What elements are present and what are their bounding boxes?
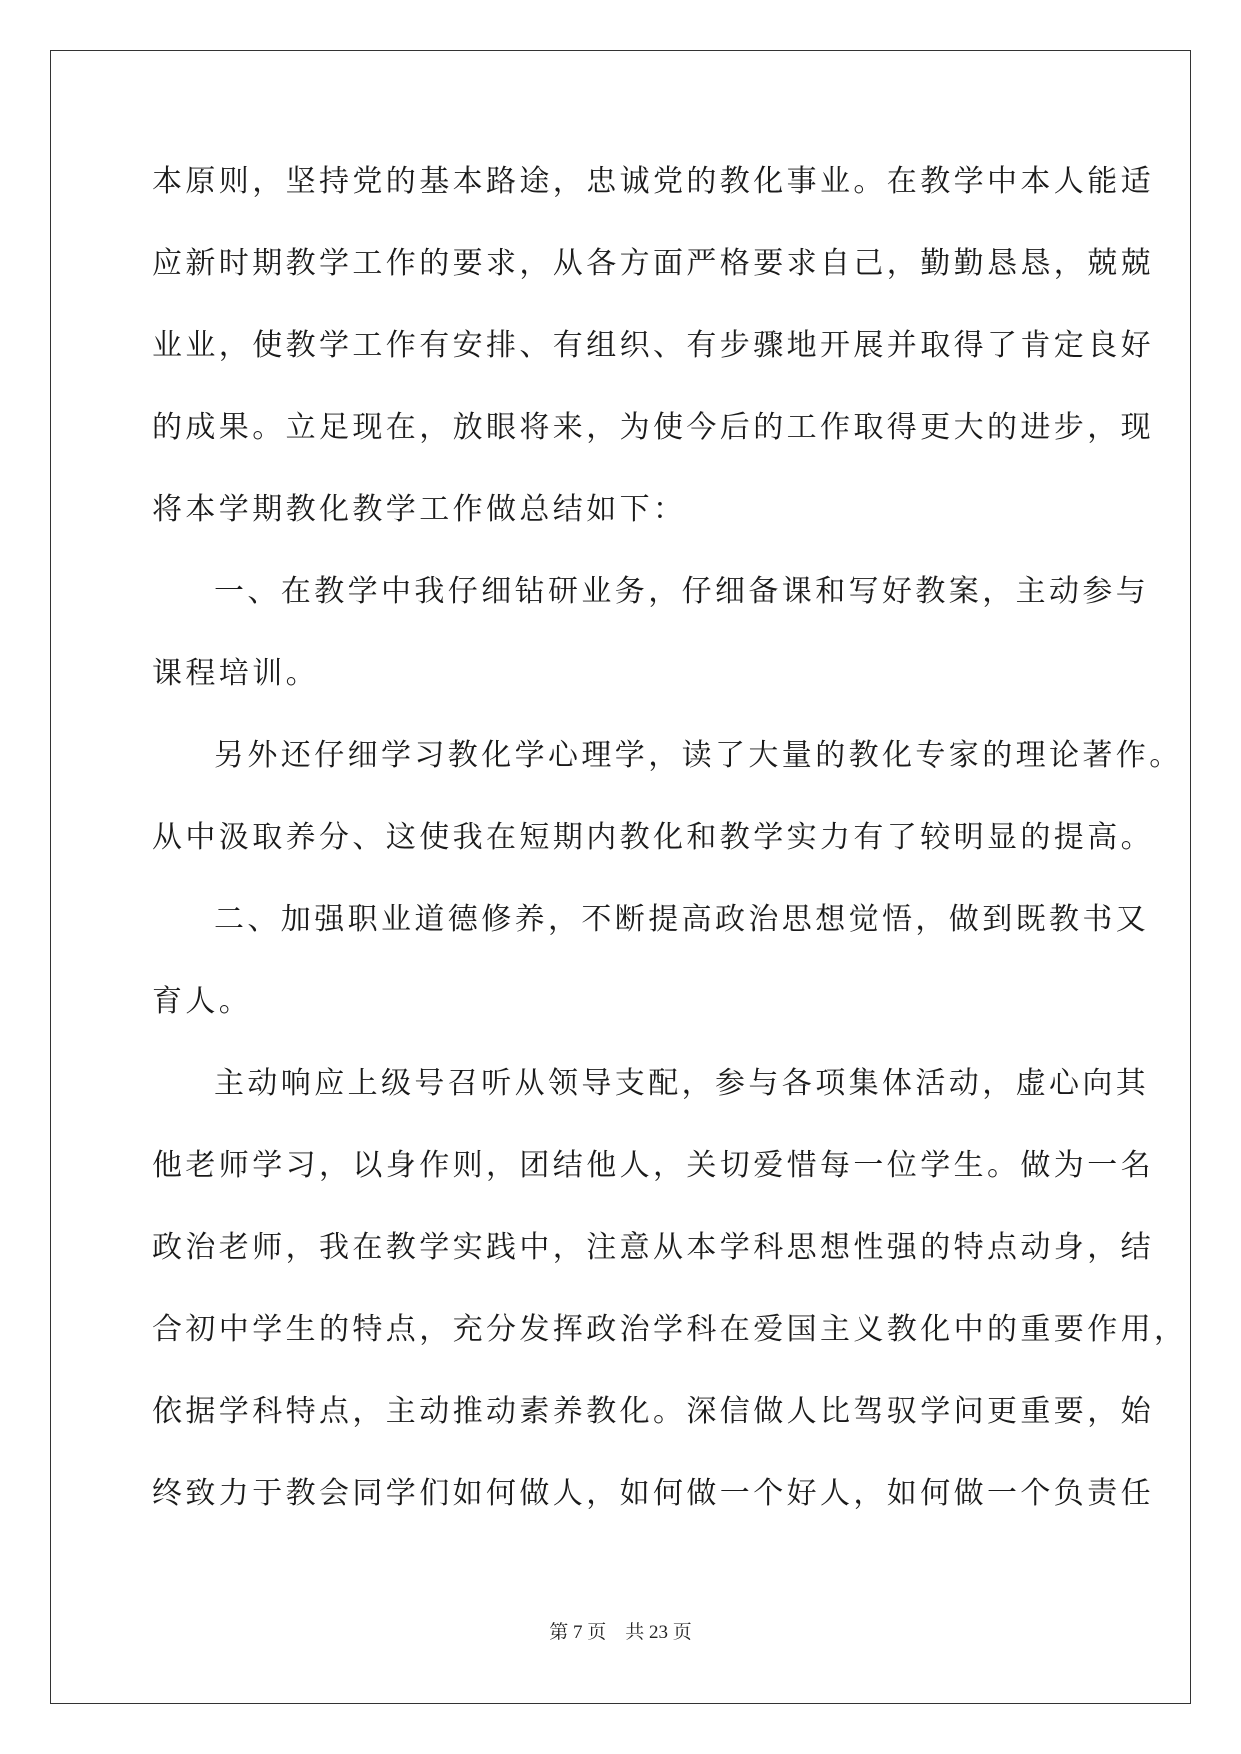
text-line: 终致力于教会同学们如何做人，如何做一个好人，如何做一个负责任 bbox=[152, 1476, 1154, 1511]
text-line: 育人。 bbox=[152, 984, 253, 1019]
text-line: 课程培训。 bbox=[152, 656, 319, 691]
text-line: 一、在教学中我仔细钻研业务，仔细备课和写好教案，主动参与 bbox=[214, 574, 1150, 609]
text-line: 政治老师，我在教学实践中，注意从本学科思想性强的特点动身，结 bbox=[152, 1230, 1154, 1265]
text-line: 本原则，坚持党的基本路途，忠诚党的教化事业。在教学中本人能适 bbox=[152, 164, 1154, 199]
text-line: 的成果。立足现在，放眼将来，为使今后的工作取得更大的进步，现 bbox=[152, 410, 1154, 445]
text-line: 另外还仔细学习教化学心理学，读了大量的教化专家的理论著作。 bbox=[214, 738, 1183, 773]
text-line: 二、加强职业道德修养，不断提高政治思想觉悟，做到既教书又 bbox=[214, 902, 1150, 937]
text-line: 从中汲取养分、这使我在短期内教化和教学实力有了较明显的提高。 bbox=[152, 820, 1154, 855]
text-line: 主动响应上级号召听从领导支配，参与各项集体活动，虚心向其 bbox=[214, 1066, 1150, 1101]
page-footer bbox=[0, 1617, 1241, 1644]
text-line: 业业，使教学工作有安排、有组织、有步骤地开展并取得了肯定良好 bbox=[152, 328, 1154, 363]
text-line: 依据学科特点，主动推动素养教化。深信做人比驾驭学问更重要，始 bbox=[152, 1394, 1154, 1429]
page-number: 第 7 页 共 23 页 bbox=[549, 1622, 692, 1643]
text-line: 合初中学生的特点，充分发挥政治学科在爱国主义教化中的重要作用， bbox=[152, 1312, 1188, 1347]
text-line: 将本学期教化教学工作做总结如下： bbox=[152, 492, 687, 527]
text-line: 他老师学习，以身作则，团结他人，关切爱惜每一位学生。做为一名 bbox=[152, 1148, 1154, 1183]
text-line: 应新时期教学工作的要求，从各方面严格要求自己，勤勤恳恳，兢兢 bbox=[152, 246, 1154, 281]
document-body bbox=[152, 163, 1188, 1557]
